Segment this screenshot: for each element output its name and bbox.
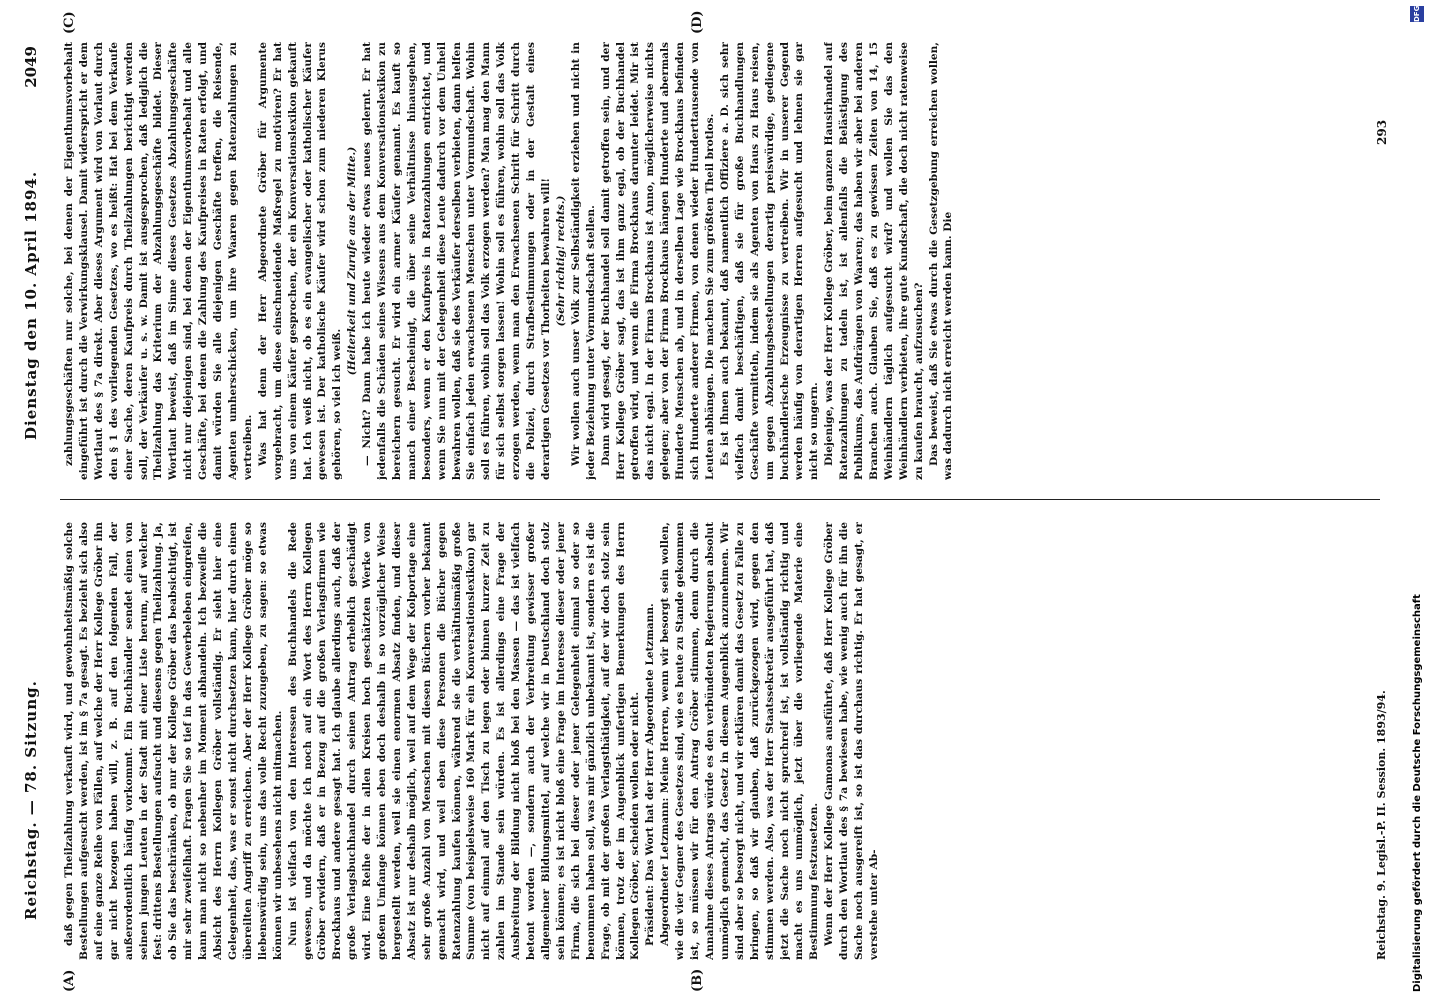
right-paragraph-6: Wir wollen auch unser Volk zur Selbständigkeit erziehen und nicht in jeder Beziehung unter Vormundschaft stellen. bbox=[569, 42, 597, 480]
right-paragraph-8: Es ist Ihnen auch bekannt, daß namentlich Offiziere a. D. sich sehr vielfach damit beschäftigen, daß sie für große Buchhandlungen Geschäfte vermitteln, indem sie als Agenten von Haus zu Haus reisen, um gegen Abzahlungsbestellungen derartig preiswürdige, gediegene buchhändlerische Erzeugnisse zu vertreiben. Wir in unserer Gegend werden häufig von derartigen Herren aufgesucht und lehnen sie gar nicht so ungern. bbox=[718, 42, 821, 480]
right-paragraph-10: Das beweist, daß Sie etwas durch die Gesetzgebung erreichen wollen, was dadurch nicht erreicht werden kann. Die bbox=[927, 42, 955, 480]
digitization-credit bbox=[1404, 0, 1432, 1000]
left-paragraph-1: daß gegen Theilzahlung verkauft wird, und gewohnheitsmäßig solche Bestellungen aufgesucht werden, ist im § 7a gesagt. Es bezieht sich also auf eine ganze Reihe von Fällen, auf welche der Herr Kollege Gröber ihn gar nicht bezogen haben will, z. B. auf den folgenden Fall, der außerordentlich häufig vorkommt. Ein Buchhändler sendet einen von seinen jungen Leuten in der Stadt mit einer Liste herum, auf welcher fest: drittens Bestellungen aufsucht und diesens gegen Theilzahlung. Ja, ob Sie das beschränken, ob nur der Kollege Gröber das beabsichtigt, ist mir sehr zweifelhaft. Fragen Sie so tief in das Gewerbeleben eingreifen, kann man nicht so nebenher im Moment abhandeln. Ich bezweifle die Absicht des Herrn Kollegen Gröber vollständig. Er sieht hier eine Gelegenheit, das, was er sonst nicht durchsetzen kann, hier durch einen übereilten Angriff zu erreichen. Aber der Herr Kollege Gröber möge so liebenswürdig sein, uns das volle Recht zuzugeben, zu sagen: so etwas können wir unbesehens nicht mitmachen. bbox=[63, 522, 284, 960]
right-interjection-1: (Heiterkeit und Zurufe aus der Mitte.) bbox=[346, 146, 359, 376]
left-paragraph-5: Wenn der Herr Kollege Gamonas ausführte, daß Herr Kollege Gröber durch den Wortlaut des § 7a bewiesen habe, wie wenig auch für ihn die Sache noch ausgereift ist, so ist das durchaus richtig. Er hat gesagt, er verstehe unter Ab- bbox=[823, 522, 880, 960]
right-column bbox=[62, 42, 1392, 480]
left-paragraph-3: Präsident: Das Wort hat der Herr Abgeordnete Letzmann. bbox=[644, 603, 657, 946]
right-paragraph-2: Was hat denn der Herr Abgeordnete Gröber für Argumente vorgebracht, um diese einschneidende Maßregel zu motiviren? Er hat uns von einem Käufer gesprochen, der ein Konversationslexikon gekauft hat. Ich weiß nicht, ob es ein evangelischer oder katholischer Käufer gewesen ist. Der katholische Käufer wird schon zum niederen Klerus gehören, so viel ich weiß. bbox=[256, 42, 344, 480]
marker-d: (D) bbox=[690, 10, 705, 34]
dfg-logo: DFG bbox=[1410, 6, 1424, 22]
marker-b: (B) bbox=[690, 968, 705, 992]
left-column bbox=[62, 522, 1392, 960]
marker-c: (C) bbox=[62, 11, 77, 34]
left-paragraph-2: Nun ist vielfach von den Interessen des Buchhandels die Rede gewesen, und da möchte ich noch auf ein Wort des Herrn Kollegen Gröber erwidern, daß er in Bezug auf die großen Verlagsfirmen wie Brockhaus und andere gesagt hat. Ich glaube allerdings auch, daß der große Verlagsbuchhandel durch seinen Antrag erheblich geschädigt wird. Eine Reihe der in allen Kreisen hoch geschätzten Werke von großem Umfange können eben doch deshalb in so vorzüglicher Weise hergestellt werden, weil sie einen enormen Absatz finden, und dieser Absatz ist nur deshalb möglich, weil auf dem Wege der Kolportage eine sehr große Anzahl von Menschen mit diesen Büchern vorher bekannt gemacht wird, und weil eben diese Personen die Bücher gegen Ratenzahlung kaufen können, während sie die verhältnismäßig große Summe (von beispielsweise 160 Mark für ein Konversationslexikon) gar nicht auf einmal auf den Tisch zu legen oder binnen kurzer Zeit zu zahlen im Stande sein würden. Es ist allerdings eine Frage der Ausbreitung der Bildung nicht bloß bei den Massen — das ist vielfach betont worden —, sondern auch der Verbreitung gewisser großer allgemeiner Bildungsmittel, auf welche wir in Deutschland doch stolz sein können; es ist nicht bloß eine Frage im Interesse dieser oder jener Firma, die sich bei dieser oder jener Gelegenheit einmal so oder so benommen haben soll, was mir gänzlich unbekannt ist, sondern es ist die Frage, ob mit der großen Verlagsthätigkeit, auf der wir doch stolz sein können, trotz der im Augenblick unfertigen Bemerkungen des Herrn Kollegen Gröber, scheiden wollen oder nicht. bbox=[286, 522, 642, 960]
right-interjection-2: (Sehr richtig! rechts.) bbox=[554, 195, 567, 327]
header-right: Dienstag den 10. April 1894. bbox=[22, 170, 40, 440]
right-paragraph-1: zahlungsgeschäften nur solche, bei denen der Eigenthumsvorbehalt eingeführt ist durch die Verwirkungsklausel. Damit widerspricht er dem Wortlaut des § 7a direkt. Aber dieses Argument wird von Vorlaut durch den § 1 des vorliegenden Gesetzes, wo es heißt: Hat bei dem Verkaufe einer Sache, deren Kaufpreis durch Theilzahlungen berichtigt werden soll, der Verkäufer u. s. w. Damit ist ausgesprochen, daß lediglich die Theilzahlung das Kriterium der Abzahlungsgeschäfte bildet. Dieser Wortlaut beweist, daß im Sinne dieses Gesetzes Abzahlungsgeschäfte nicht nur diejenigen sind, bei denen der Eigenthumsvorbehalt und alle Geschäfte, bei denen die Zahlung des Kaufpreises in Raten erfolgt, und damit würden Sie alle diejenigen Geschäfte treffen, die Reisende, Agenten umherschicken, um ihre Waaren gegen Ratenzahlungen zu vertreiben. bbox=[63, 42, 254, 480]
left-paragraph-4: Abgeordneter Letzmann: Meine Herren, wenn wir besorgt sein wollen, wie die vier Gegner des Gesetzes sind, wie es heute zu Stande gekommen ist, so müssen wir für den Antrag Gröber stimmen, denn durch die Annahme dieses Antrags würde es den verbündeten Regierungen absolut unmöglich gemacht, das Gesetz in diesem Augenblick anzunehmen. Wir sind aber so besorgt nicht, und wir erklären damit das Gesetz zu Falle zu bringen, so daß wir glauben, daß zurückgezogen wird, gegen den stimmen werden. Also, was der Herr Staatssekretär ausgeführt hat, daß jetzt die Sache noch nicht spruchreif ist, ist vollständig richtig und macht es uns unmöglich, jetzt über die vorliegende Materie eine Bestimmung festzusetzen. bbox=[659, 522, 821, 960]
right-paragraph-4: — Nicht? Dann habe ich heute wieder etwas neues gelernt. Er hat jedenfalls die Schäden seines Wissens aus dem Konversationslexikon zu bereichern gesucht. Er wird ein armer Käufer genannt. Es kauft so manch einer Bescheinigt, die über seine Verhältnisse hinausgehen, besonders, wenn er den Kaufpreis in Ratenzahlungen entrichtet, und wenn Sie nun mit der Gelegenheit diese Leute dadurch vor dem Unheil bewahren wollen, daß sie des Verkäufer derselben verbieten, dann helfen Sie einfach jeden erwachsenen Menschen unter Vormundschaft. Wohin soll es führen, wohin soll das Volk erzogen werden? Man mag den Mann für sich selbst sorgen lassen! Wohin soll es führen, wohin soll das Volk erzogen werden, wenn man den Erwachsenen Schritt für Schritt durch die Polizei, durch Strafbestimmungen oder in der Gestalt eines derartigen Gesetzes vor Thorheiten bewahren will! bbox=[361, 42, 552, 480]
header-left: Reichstag. — 78. Sitzung. bbox=[22, 680, 40, 920]
right-paragraph-7: Dann wird gesagt, der Buchhandel soll damit getroffen sein, und der Herr Kollege Gröber sagt, das ist ihm ganz egal, ob der Buchhandel getroffen wird, und wenn die Firma Brockhaus darunter leidet. Mir ist das nicht egal. In der Firma Brockhaus ist Anno, möglicherweise nichts gelegen; aber von der Firma Brockhaus hängen Hunderte und abermals Hunderte Menschen ab, und in derselben Lage wie Brockhaus befinden sich Hunderte anderer Firmen, von denen wieder Hunderttausende von Leuten abhängen. Die machen Sie zum größten Theil brotlos. bbox=[599, 42, 716, 480]
page-header bbox=[18, 40, 48, 960]
credit-text: Digitalisierung gefördert durch die Deutsche Forschungsgemeinschaft bbox=[1412, 594, 1423, 992]
column-divider bbox=[60, 499, 1380, 500]
footer-number: 293 bbox=[1375, 119, 1389, 145]
page-number: 2049 bbox=[22, 46, 40, 88]
footer-session: Reichstag. 9. Legisl.-P. II. Session. 1893/94. bbox=[1375, 690, 1388, 960]
marker-a: (A) bbox=[62, 969, 77, 992]
right-paragraph-9: Diejenige, was der Herr Kollege Gröber, beim ganzen Hausirhandel auf Ratenzahlungen zu tadeln ist, ist allenfalls die Belästigung des Publikums, das Aufdrängen von Waaren; das haben wir aber bei anderen Branchen auch. Glauben Sie, daß es zu gewissen Zeiten von 14, 15 Weinhändlern täglich aufgesucht wird? und wollen Sie das den Weinhändlern verbieten, ihre gute Kundschaft, die doch nicht ratenweise zu kaufen braucht, aufzusuchen? bbox=[823, 42, 925, 480]
